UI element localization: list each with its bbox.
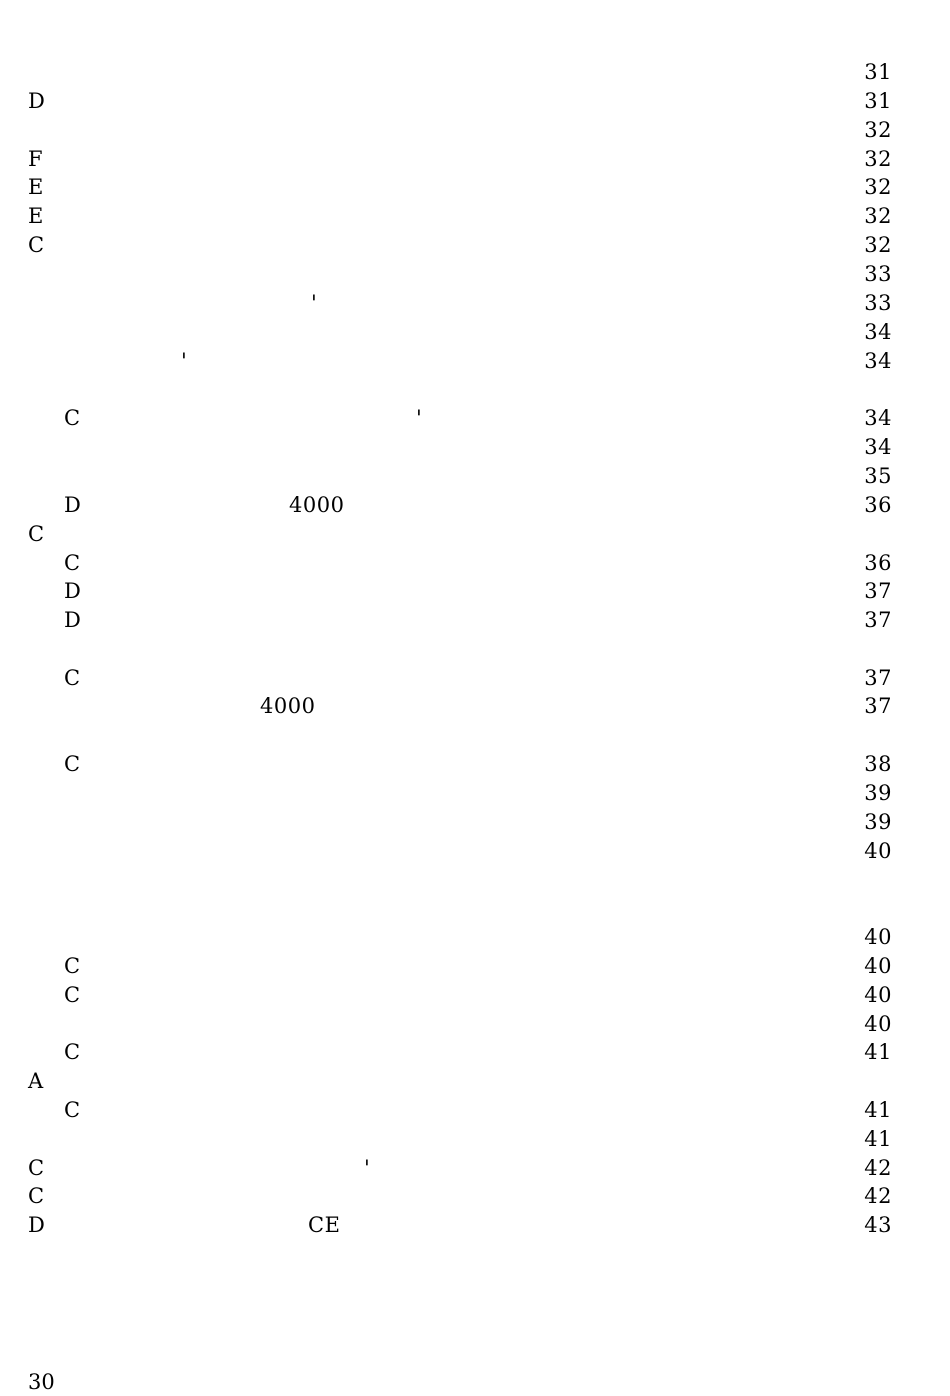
toc-page-number: 39 xyxy=(864,810,892,834)
toc-page-number: 33 xyxy=(864,262,892,286)
toc-entry xyxy=(0,779,950,807)
toc-entry xyxy=(0,1096,950,1124)
toc-entry xyxy=(0,606,950,634)
toc-entry xyxy=(0,58,950,86)
toc-page-number: 41 xyxy=(864,1127,892,1151)
toc-page-number: 33 xyxy=(864,291,892,315)
toc-page-number: 35 xyxy=(864,464,892,488)
toc-page-number: 37 xyxy=(864,666,892,690)
toc-entry xyxy=(0,289,950,317)
toc-entry xyxy=(0,491,950,519)
toc-page-number: 41 xyxy=(864,1098,892,1122)
toc-page-number: 34 xyxy=(864,435,892,459)
toc-entry xyxy=(0,1010,950,1038)
toc-page-number: 34 xyxy=(864,406,892,430)
toc-entry-text: ' xyxy=(364,1156,371,1180)
toc-entry xyxy=(0,664,950,692)
toc-entry xyxy=(0,981,950,1009)
toc-entry-text: E xyxy=(28,175,44,199)
toc-entry-text: C xyxy=(64,1098,81,1122)
toc-entry-text: 4000 xyxy=(260,694,316,718)
toc-entry-text: D xyxy=(28,1213,46,1237)
toc-entry xyxy=(0,837,950,865)
toc-entry xyxy=(0,116,950,144)
toc-page-number: 36 xyxy=(864,493,892,517)
toc-page-number: 32 xyxy=(864,204,892,228)
toc-entry-text: D xyxy=(64,579,82,603)
toc-entry xyxy=(0,549,950,577)
toc-page-number: 31 xyxy=(864,89,892,113)
toc-page-number: 37 xyxy=(864,608,892,632)
toc-entry xyxy=(0,952,950,980)
toc-page-number: 31 xyxy=(864,60,892,84)
footer-page-number: 30 xyxy=(28,1370,55,1394)
toc-page-number: 32 xyxy=(864,175,892,199)
toc-entry xyxy=(0,404,950,432)
toc-page-number: 43 xyxy=(864,1213,892,1237)
toc-page-number: 42 xyxy=(864,1156,892,1180)
toc-page-number: 42 xyxy=(864,1184,892,1208)
toc-entry xyxy=(0,1182,950,1210)
toc-entry xyxy=(0,347,950,375)
toc-page-number: 37 xyxy=(864,694,892,718)
toc-entry xyxy=(0,87,950,115)
toc-page-number: 37 xyxy=(864,579,892,603)
toc-page-number: 41 xyxy=(864,1040,892,1064)
toc-page-number: 38 xyxy=(864,752,892,776)
toc-entry xyxy=(0,1038,950,1066)
toc-entry xyxy=(0,462,950,490)
toc-page-number: 40 xyxy=(864,954,892,978)
toc-entry-text: ' xyxy=(416,406,423,430)
toc-page-number: 32 xyxy=(864,118,892,142)
toc-entry-text: C xyxy=(28,1156,45,1180)
toc-entry-text: C xyxy=(64,551,81,575)
toc-entry xyxy=(0,1067,950,1095)
toc-entry-text: C xyxy=(64,752,81,776)
toc-entry-text: D xyxy=(64,493,82,517)
toc-entry-text: C xyxy=(64,406,81,430)
toc-entry xyxy=(0,1125,950,1153)
toc-entry-text: CE xyxy=(308,1213,341,1237)
toc-entry-text: C xyxy=(64,666,81,690)
toc-page-number: 40 xyxy=(864,983,892,1007)
toc-entry xyxy=(0,692,950,720)
toc-entry xyxy=(0,750,950,778)
toc-entry xyxy=(0,577,950,605)
toc-entry-text: C xyxy=(64,983,81,1007)
toc-page-number: 39 xyxy=(864,781,892,805)
toc-entry xyxy=(0,1211,950,1239)
toc-entry xyxy=(0,173,950,201)
toc-entry xyxy=(0,318,950,346)
toc-entry-text: 4000 xyxy=(289,493,345,517)
toc-entry-text: F xyxy=(28,147,44,171)
toc-entry-text: D xyxy=(64,608,82,632)
toc-entry-text: D xyxy=(28,89,46,113)
toc-page-number: 32 xyxy=(864,233,892,257)
toc-page-number: 32 xyxy=(864,147,892,171)
toc-entry xyxy=(0,433,950,461)
toc-entry-text: ' xyxy=(311,291,318,315)
toc-entry xyxy=(0,260,950,288)
toc-entry xyxy=(0,520,950,548)
toc-entry-text: C xyxy=(64,1040,81,1064)
toc-entry-text: E xyxy=(28,204,44,228)
toc-entry-text: C xyxy=(28,522,45,546)
toc-entry-text: A xyxy=(28,1069,44,1093)
toc-page-number: 34 xyxy=(864,320,892,344)
toc-entry xyxy=(0,1154,950,1182)
toc-entry-text: C xyxy=(28,1184,45,1208)
toc-page-number: 40 xyxy=(864,925,892,949)
toc-page-number: 36 xyxy=(864,551,892,575)
toc-entry xyxy=(0,923,950,951)
toc-page-number: 34 xyxy=(864,349,892,373)
toc-entry-text: C xyxy=(28,233,45,257)
toc-entry xyxy=(0,231,950,259)
toc-entry xyxy=(0,145,950,173)
toc-entry xyxy=(0,202,950,230)
toc-entry xyxy=(0,808,950,836)
toc-entry-text: C xyxy=(64,954,81,978)
toc-page-number: 40 xyxy=(864,1012,892,1036)
toc-entry-text: ' xyxy=(181,349,188,373)
toc-page-number: 40 xyxy=(864,839,892,863)
